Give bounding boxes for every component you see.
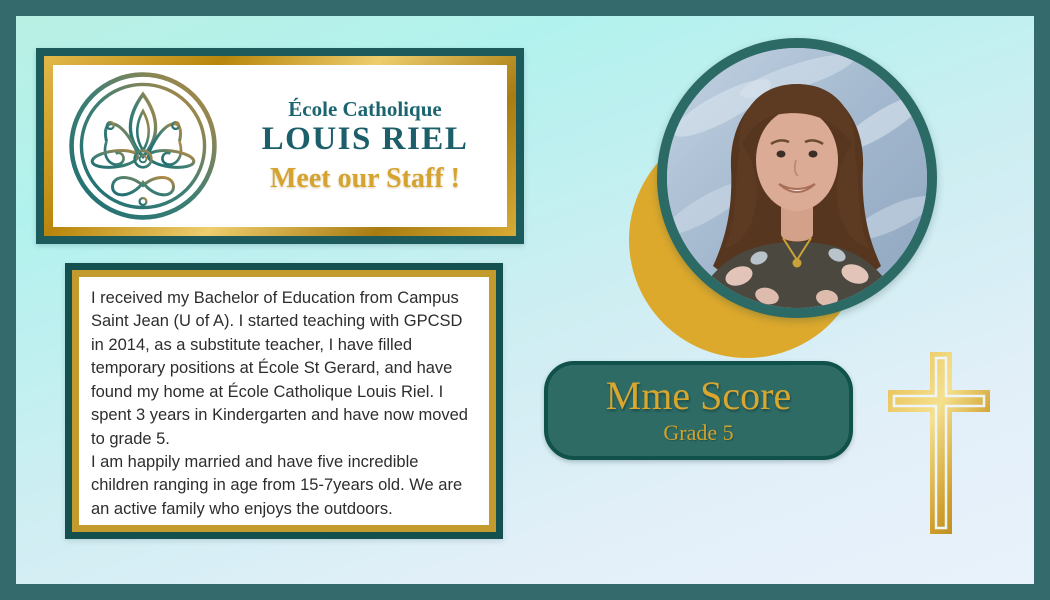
gold-cross-icon <box>884 348 994 538</box>
bio-paragraph-1: I received my Bachelor of Education from Campus Saint Jean (U of A). I started teaching with GPCSD in 2014, as a substitute teacher, I have filled temporary positions at École St Gerard, and have found my home at École Catholique Louis Riel. I spent 3 years in Kindergarten and have now moved to grade 5. <box>91 289 468 448</box>
gold-frame <box>44 56 516 236</box>
meet-our-staff-tagline: Meet our Staff ! <box>270 163 460 195</box>
teacher-portrait-illustration <box>667 48 927 308</box>
bio-paragraph-2: I am happily married and have five incredible children ranging in age from 15-7years old. We are an active family who enjoys the outdoors. <box>91 452 463 518</box>
school-header-inner <box>53 65 507 227</box>
school-header-box <box>36 48 524 244</box>
bio-text <box>79 277 489 525</box>
bio-box <box>65 263 503 539</box>
school-name-line2: LOUIS RIEL <box>261 121 469 158</box>
school-header-text <box>231 98 499 195</box>
name-plate <box>544 361 853 460</box>
school-name-line1: École Catholique <box>288 96 442 121</box>
school-crest-logo-icon <box>67 70 219 222</box>
staff-photo <box>657 38 937 318</box>
staff-name: Mme Score <box>605 373 792 418</box>
staff-grade: Grade 5 <box>663 420 734 445</box>
bio-gold-frame <box>72 270 496 532</box>
